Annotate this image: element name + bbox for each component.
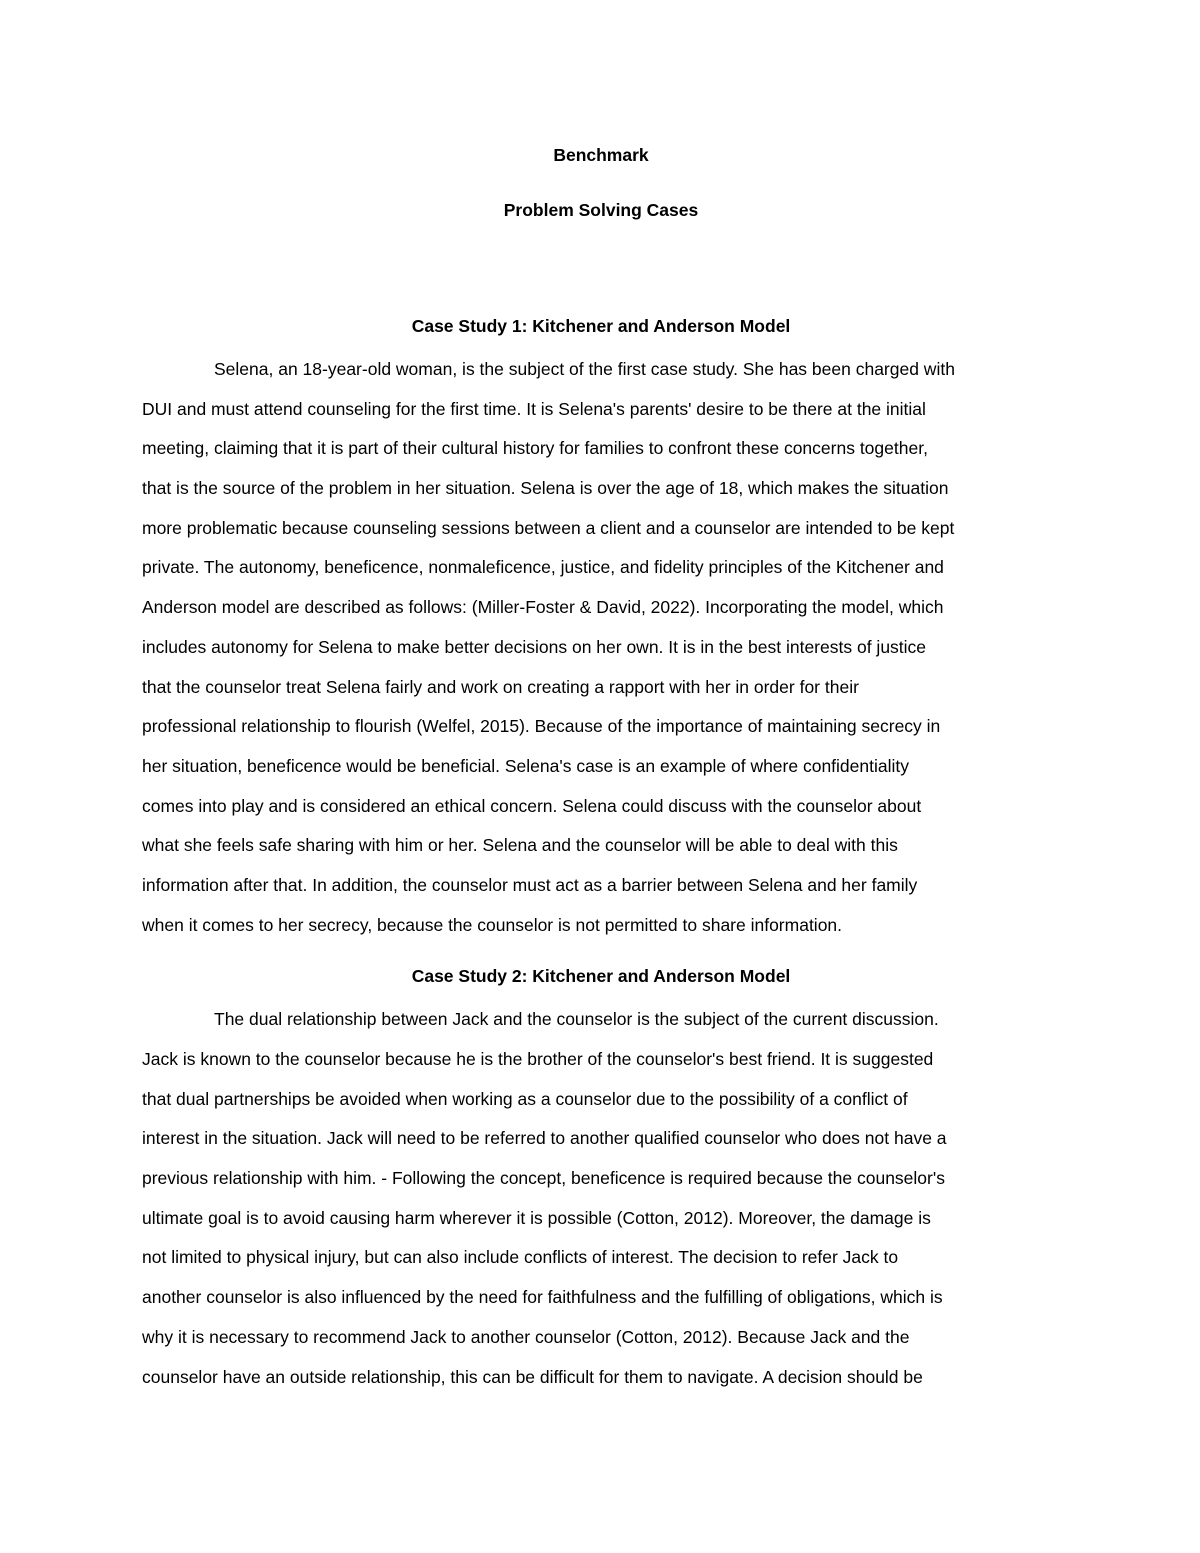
paragraph-line: Selena, an 18-year-old woman, is the subject of the first case study. She has been charged with	[214, 359, 955, 379]
paragraph-line: not limited to physical injury, but can also include conflicts of interest. The decision to refer Jack to	[142, 1247, 899, 1268]
paragraph-line: The dual relationship between Jack and the counselor is the subject of the current discussion.	[214, 1009, 939, 1030]
paragraph-line: interest in the situation. Jack will need to be referred to another qualified counselor who does not have a	[142, 1128, 947, 1149]
section-heading-case-study-2: Case Study 2: Kitchener and Anderson Model	[411, 966, 791, 987]
paragraph-line: that is the source of the problem in her situation. Selena is over the age of 18, which makes the situation	[142, 478, 949, 499]
paragraph-case-study-1	[142, 350, 1060, 945]
paragraph-case-study-2	[142, 1000, 1060, 1397]
paragraph-line: counselor have an outside relationship, this can be difficult for them to navigate. A decision should be	[142, 1366, 923, 1387]
paragraph-line: when it comes to her secrecy, because the counselor is not permitted to share information.	[142, 914, 843, 935]
paragraph-line: ultimate goal is to avoid causing harm wherever it is possible (Cotton, 2012). Moreover, the damage is	[142, 1207, 931, 1228]
paragraph-line: includes autonomy for Selena to make better decisions on her own. It is in the best interests of justice	[142, 636, 927, 657]
document-body	[142, 140, 1060, 1397]
paragraph-line: why it is necessary to recommend Jack to another counselor (Cotton, 2012). Because Jack and the	[142, 1326, 910, 1347]
paragraph-line: her situation, beneficence would be beneficial. Selena's case is an example of where confidentiality	[142, 755, 910, 776]
paragraph-line: another counselor is also influenced by the need for faithfulness and the fulfilling of obligations, which is	[142, 1287, 943, 1308]
paragraph-line: that the counselor treat Selena fairly and work on creating a rapport with her in order for their	[142, 676, 859, 697]
paragraph-line: previous relationship with him. - Following the concept, beneficence is required because the counselor's	[142, 1168, 945, 1189]
paragraph-line: meeting, claiming that it is part of their cultural history for families to confront these concerns together,	[142, 438, 928, 459]
paragraph-line: more problematic because counseling sessions between a client and a counselor are intended to be kept	[142, 517, 955, 538]
paragraph-line: private. The autonomy, beneficence, nonmaleficence, justice, and fidelity principles of the Kitchener and	[142, 557, 944, 578]
paragraph-line: Jack is known to the counselor because he is the brother of the counselor's best friend. It is suggested	[142, 1049, 934, 1069]
paragraph-line: DUI and must attend counseling for the first time. It is Selena's parents' desire to be there at the initial	[142, 398, 926, 419]
document-subtitle: Problem Solving Cases	[503, 200, 699, 220]
section-heading-case-study-1: Case Study 1: Kitchener and Anderson Model	[411, 316, 791, 336]
paragraph-line: what she feels safe sharing with him or her. Selena and the counselor will be able to deal with this	[142, 835, 898, 856]
paragraph-line: that dual partnerships be avoided when working as a counselor due to the possibility of a conflict of	[142, 1088, 908, 1109]
paragraph-line: comes into play and is considered an ethical concern. Selena could discuss with the counselor about	[142, 795, 922, 816]
paragraph-line: Anderson model are described as follows: (Miller-Foster & David, 2022). Incorporating the model, which	[142, 597, 944, 618]
paragraph-line: professional relationship to flourish (Welfel, 2015). Because of the importance of maintaining secrecy in	[142, 716, 941, 737]
document-title: Benchmark	[553, 145, 649, 165]
paragraph-line: information after that. In addition, the counselor must act as a barrier between Selena and her family	[142, 874, 918, 895]
